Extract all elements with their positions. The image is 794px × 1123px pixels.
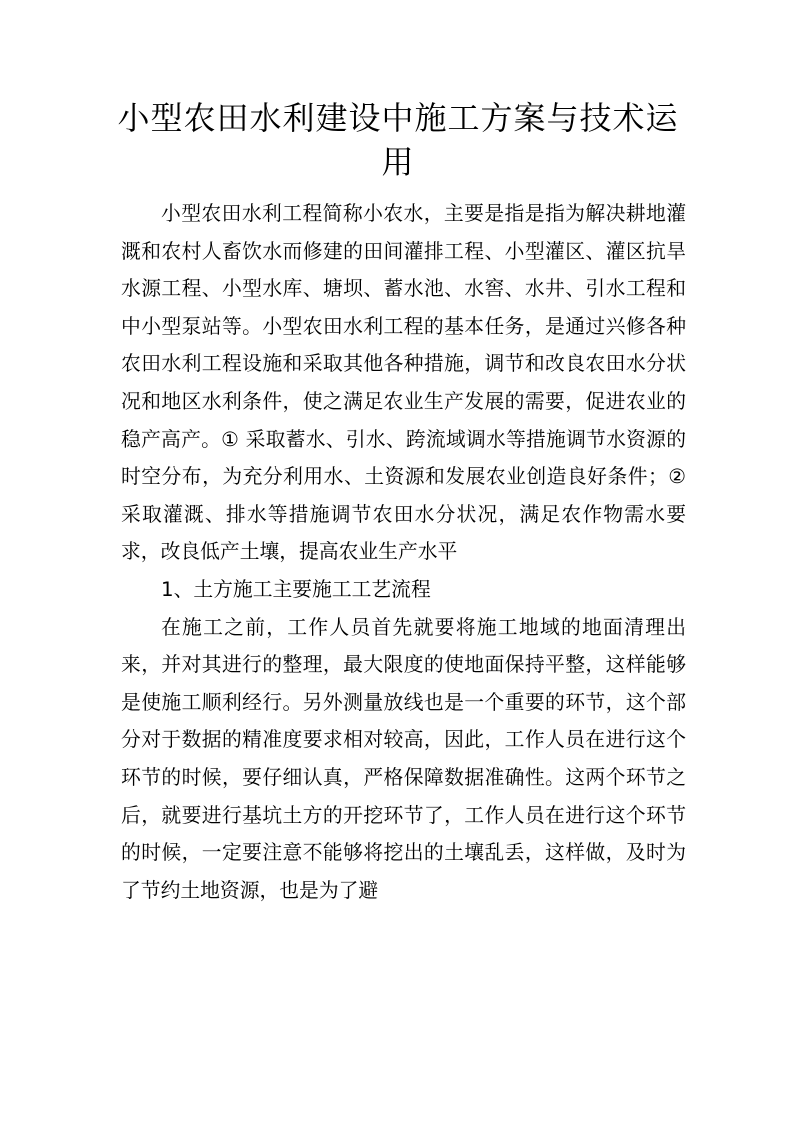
document-title: 小型农田水利建设中施工方案与技术运用 [117, 99, 679, 181]
document-body [121, 195, 686, 909]
paragraph-earthwork: 在施工之前，工作人员首先就要将施工地域的地面清理出来，并对其进行的整理，最大限度的使地面保持平整，这样能够是使施工顺利经行。另外测量放线也是一个重要的环节，这个部分对于数据的精准度要求相对较高，因此，工作人员在进行这个环节的时候，要仔细认真，严格保障数据准确性。这两个环节之后，就要进行基坑土方的开挖环节了，工作人员在进行这个环节的时候，一定要注意不能够将挖出的土壤乱丢，这样做，及时为了节约土地资源，也是为了避 [121, 615, 686, 902]
paragraph-intro: 小型农田水利工程简称小农水，主要是指是指为解决耕地灌溉和农村人畜饮水而修建的田间灌排工程、小型灌区、灌区抗旱水源工程、小型水库、塘坝、蓄水池、水窖、水井、引水工程和中小型泵站等。小型农田水利工程的基本任务，是通过兴修各种农田水利工程设施和采取其他各种措施，调节和改良农田水分状况和地区水利条件，使之满足农业生产发展的需要，促进农业的稳产高产。① 采取蓄水、引水、跨流域调水等措施调节水资源的时空分布，为充分利用水、土资源和发展农业创造良好条件；②采取灌溉、排水等措施调节农田水分状况，满足农作物需水要求，改良低产土壤，提高农业生产水平 [121, 202, 686, 564]
section-heading-earthwork-process: 1、土方施工主要施工工艺流程 [161, 577, 431, 601]
